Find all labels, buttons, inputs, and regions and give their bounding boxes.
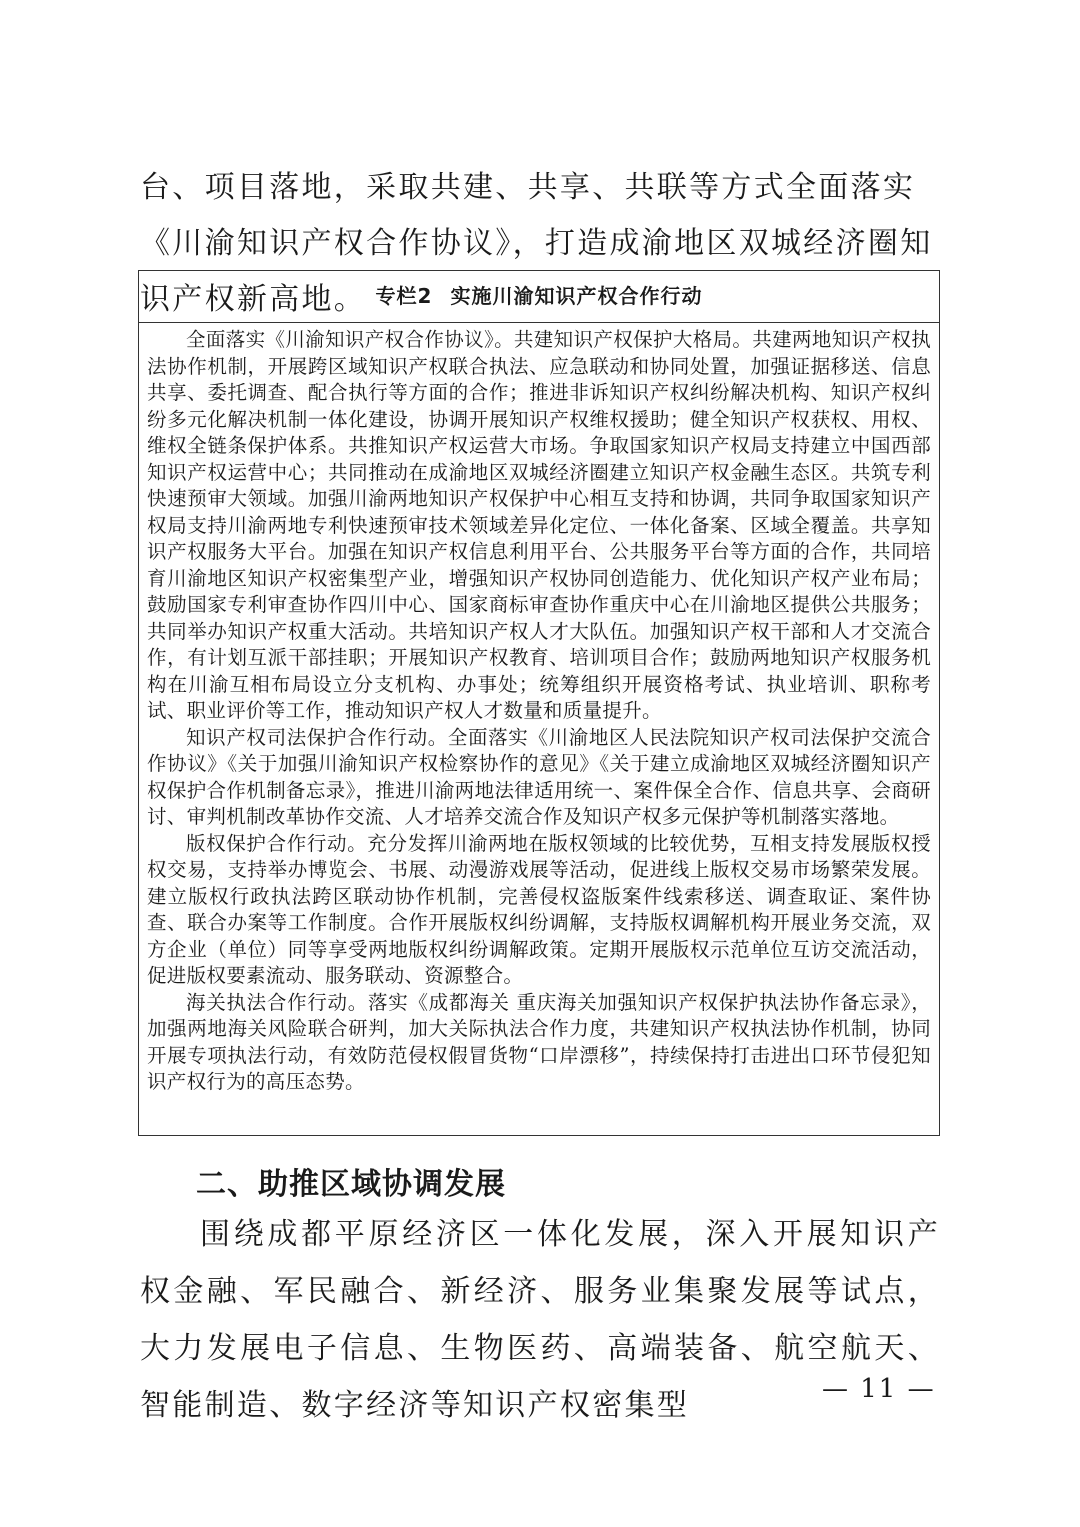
special-column-box (138, 270, 940, 1136)
box-paragraph-3: 版权保护合作行动。充分发挥川渝两地在版权领域的比较优势，互相支持发展版权授权交易，支持举办博览会、书展、动漫游戏展等活动，促进线上版权交易市场繁荣发展。建立版权行政执法跨区联动协作机制，完善侵权盗版案件线索移送、调查取证、案件协查、联合办案等工作制度。合作开展版权纠纷调解，支持版权调解机构开展业务交流，双方企业（单位）同等享受两地版权纠纷调解政策。定期开展版权示范单位互访交流活动，促进版权要素流动、服务联动、资源整合。 (147, 831, 931, 987)
outro-text: 围绕成都平原经济区一体化发展，深入开展知识产权金融、军民融合、新经济、服务业集聚发展等试点，大力发展电子信息、生物医药、高端装备、航空航天、智能制造、数字经济等知识产权密集型 (140, 1217, 940, 1423)
box-label: 专栏2 (375, 284, 433, 308)
box-paragraph-4: 海关执法合作行动。落实《成都海关 重庆海关加强知识产权保护执法协作备忘录》，加强两地海关风险联合研判，加大关际执法合作力度，共建知识产权执法协作机制，协同开展专项执法行动，有效防范侵权假冒货物“口岸漂移”，持续保持打击进出口环节侵犯知识产权行为的高压态势。 (147, 990, 931, 1093)
box-paragraph-2: 知识产权司法保护合作行动。全面落实《川渝地区人民法院知识产权司法保护交流合作协议》《关于加强川渝知识产权检察协作的意见》《关于建立成渝地区双城经济圈知识产权保护合作机制备忘录》，推进川渝两地法律适用统一、案件保全合作、信息共享、会商研讨、审判机制改革协作交流、人才培养交流合作及知识产权多元保护等机制落实落地。 (147, 725, 931, 828)
box-paragraph-1: 全面落实《川渝知识产权合作协议》。共建知识产权保护大格局。共建两地知识产权执法协作机制，开展跨区域知识产权联合执法、应急联动和协同处置，加强证据移送、信息共享、委托调查、配合执行等方面的合作；推进非诉知识产权纠纷解决机构、知识产权纠纷多元化解决机制一体化建设，协调开展知识产权维权援助；健全知识产权获权、用权、维权全链条保护体系。共推知识产权运营大市场。争取国家知识产权局支持建立中国西部知识产权运营中心；共同推动在成渝地区双城经济圈建立知识产权金融生态区。共筑专利快速预审大领域。加强川渝两地知识产权保护中心相互支持和协调，共同争取国家知识产权局支持川渝两地专利快速预审技术领域差异化定位、一体化备案、区域全覆盖。共享知识产权服务大平台。加强在知识产权信息利用平台、公共服务平台等方面的合作，共同培育川渝地区知识产权密集型产业，增强知识产权协同创造能力、优化知识产权产业布局；鼓励国家专利审查协作四川中心、国家商标审查协作重庆中心在川渝地区提供公共服务；共同举办知识产权重大活动。共培知识产权人才大队伍。加强知识产权干部和人才交流合作，有计划互派干部挂职；开展知识产权教育、培训项目合作；鼓励两地知识产权服务机构在川渝互相布局设立分支机构、办事处；统筹组织开展资格考试、执业培训、职称考试、职业评价等工作，推动知识产权人才数量和质量提升。 (147, 328, 931, 722)
box-heading: 实施川渝知识产权合作行动 (450, 284, 703, 308)
box-title (139, 271, 939, 323)
page-number: — 11 — (822, 1374, 936, 1404)
outro-paragraph (140, 1206, 940, 1434)
section-heading: 二、助推区域协调发展 (196, 1167, 506, 1202)
intro-text: 台、项目落地，采取共建、共享、共联等方式全面落实《川渝知识产权合作协议》，打造成渝地区双城经济圈知识产权新高地。 (140, 170, 933, 317)
box-body (139, 323, 939, 1096)
